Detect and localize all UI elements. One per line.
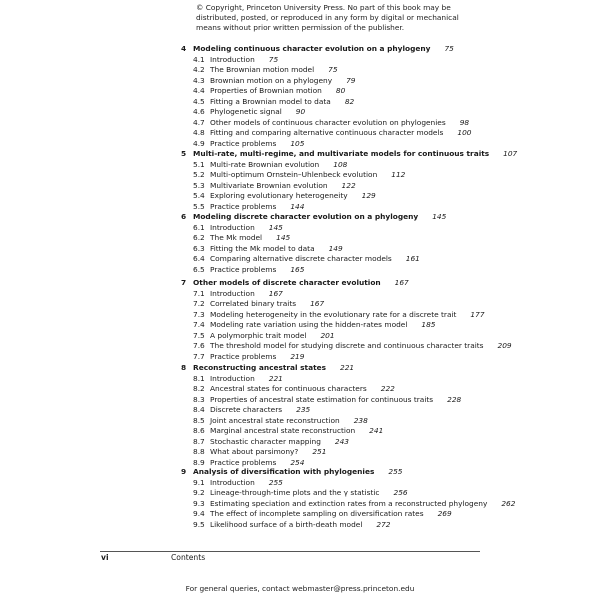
section-number: 5.5 (193, 201, 205, 211)
section-title (210, 509, 452, 519)
section-title-text: Introduction (210, 222, 255, 232)
section-title (210, 458, 304, 468)
section-page: 122 (341, 180, 356, 190)
section-page: 251 (312, 447, 327, 456)
section-title-text: Other models of continuous character evolution on phylogenies (210, 117, 446, 127)
section-title-text: Introduction (210, 373, 255, 383)
chapter-number: 7 (181, 278, 187, 287)
chapter-number: 6 (181, 212, 187, 221)
section-page: 167 (310, 299, 325, 308)
section-page: 161 (405, 254, 420, 263)
section-title (210, 289, 283, 299)
section-title-text: Practice problems (210, 138, 277, 148)
section-page: 145 (276, 233, 291, 242)
chapter-page: 75 (444, 44, 454, 53)
section-page: 262 (501, 498, 516, 508)
section-title-text: Properties of ancestral state estimation for continuous traits (210, 394, 434, 404)
section-title (210, 202, 304, 212)
section-number: 4.6 (193, 107, 205, 116)
section-number: 6.4 (193, 254, 205, 263)
footer-rule (100, 551, 480, 552)
section-title-text: Marginal ancestral state reconstruction (210, 426, 356, 435)
chapter-title (193, 363, 354, 373)
section-title (210, 254, 420, 264)
section-title-text: Fitting and comparing alternative continuous character models (210, 128, 444, 137)
section-number: 8.9 (193, 457, 205, 467)
section-title-text: Comparing alternative discrete character models (210, 254, 392, 263)
chapter-title (193, 467, 402, 477)
chapter-title (193, 44, 454, 54)
section-number: 4.9 (193, 138, 205, 148)
section-title (210, 65, 338, 75)
section-title-text: Properties of Brownian motion (210, 86, 322, 95)
copyright-line: means without prior written permission of the publisher. (196, 23, 405, 32)
chapter-title-text: Reconstructing ancestral states (193, 363, 327, 372)
section-title (210, 395, 461, 405)
section-title (210, 181, 356, 191)
section-page: 90 (295, 107, 306, 116)
section-number: 8.3 (193, 394, 205, 404)
section-title (210, 170, 405, 180)
section-number: 5.1 (193, 159, 205, 169)
section-number: 8.8 (193, 447, 205, 456)
section-title (210, 447, 326, 457)
section-title-text: Multivariate Brownian evolution (210, 180, 328, 190)
section-title-text: Joint ancestral state reconstruction (210, 415, 340, 425)
section-title (210, 310, 485, 320)
section-page: 144 (290, 201, 305, 211)
section-number: 9.3 (193, 498, 205, 508)
section-title (210, 374, 283, 384)
section-number: 7.6 (193, 341, 205, 350)
contact-line: For general queries, contact webmaster@press.princeton.edu (185, 584, 415, 593)
section-page: 100 (457, 128, 472, 137)
section-title-text: Practice problems (210, 264, 277, 274)
section-page: 221 (268, 373, 283, 383)
section-number: 4.7 (193, 117, 205, 127)
section-page: 256 (393, 488, 408, 497)
section-title-text: Discrete characters (210, 405, 283, 414)
section-page: 222 (380, 384, 395, 393)
section-number: 8.2 (193, 384, 205, 393)
copyright-notice (196, 3, 459, 33)
section-number: 7.5 (193, 330, 205, 340)
section-title-text: Correlated binary traits (210, 299, 297, 308)
section-page: 167 (268, 288, 283, 298)
section-title-text: Fitting a Brownian model to data (210, 96, 331, 106)
section-number: 9.4 (193, 509, 205, 518)
chapter-number: 9 (181, 467, 187, 476)
chapter-number: 5 (181, 149, 187, 158)
chapter-title-text: Modeling discrete character evolution on a phylogeny (193, 212, 419, 221)
section-page: 254 (290, 457, 305, 467)
section-title-text: Exploring evolutionary heterogeneity (210, 191, 348, 200)
section-page: 235 (296, 405, 311, 414)
section-title (210, 299, 324, 309)
section-number: 4.2 (193, 65, 205, 74)
section-title (210, 139, 304, 149)
chapter-title (193, 278, 409, 288)
section-title-text: Practice problems (210, 201, 277, 211)
section-title-text: Likelihood surface of a birth-death model (210, 519, 363, 529)
section-number: 8.4 (193, 405, 205, 414)
section-title (210, 76, 356, 86)
section-title-text: Multi-optimum Ornstein–Uhlenbeck evolution (210, 170, 378, 179)
section-page: 238 (353, 415, 368, 425)
section-title-text: Brownian motion on a phylogeny (210, 75, 333, 85)
chapter-page: 221 (340, 363, 355, 372)
section-number: 5.3 (193, 180, 205, 190)
section-title (210, 86, 345, 96)
section-title-text: Introduction (210, 477, 255, 487)
section-page: 272 (376, 519, 391, 529)
section-page: 177 (470, 309, 485, 319)
section-number: 8.1 (193, 373, 205, 383)
section-title (210, 191, 376, 201)
section-page: 255 (268, 477, 283, 487)
section-title-text: Introduction (210, 54, 255, 64)
section-title (210, 118, 469, 128)
section-number: 7.1 (193, 288, 205, 298)
section-title (210, 233, 290, 243)
section-title (210, 405, 310, 415)
section-page: 228 (447, 394, 462, 404)
section-page: 105 (290, 138, 305, 148)
section-title (210, 160, 347, 170)
chapter-title-text: Other models of discrete character evolution (193, 278, 381, 287)
section-title-text: Stochastic character mapping (210, 436, 321, 446)
chapter-page: 167 (394, 278, 409, 287)
section-title-text: Practice problems (210, 351, 277, 361)
section-page: 269 (437, 509, 452, 518)
chapter-page: 145 (432, 212, 447, 221)
chapter-title (193, 212, 446, 222)
section-number: 7.7 (193, 351, 205, 361)
section-title (210, 352, 304, 362)
section-title (210, 320, 436, 330)
section-page: 129 (361, 191, 376, 200)
section-number: 8.6 (193, 426, 205, 435)
section-title-text: A polymorphic trait model (210, 330, 307, 340)
section-title (210, 437, 349, 447)
copyright-line: © Copyright, Princeton University Press. No part of this book may be (196, 3, 451, 12)
section-title-text: Modeling heterogeneity in the evolutionary rate for a discrete trait (210, 309, 457, 319)
section-page: 80 (335, 86, 346, 95)
section-title (210, 478, 283, 488)
section-page: 219 (290, 351, 305, 361)
section-number: 7.2 (193, 299, 205, 308)
section-number: 4.3 (193, 75, 205, 85)
section-page: 75 (328, 65, 338, 74)
section-title (210, 244, 343, 254)
section-number: 5.2 (193, 170, 205, 179)
chapter-number: 8 (181, 363, 187, 372)
section-number: 7.3 (193, 309, 205, 319)
chapter-number: 4 (181, 44, 187, 53)
section-page: 75 (268, 54, 279, 64)
section-title-text: Practice problems (210, 457, 277, 467)
chapter-page: 107 (503, 149, 518, 158)
section-page: 145 (268, 222, 283, 232)
section-number: 6.5 (193, 264, 205, 274)
section-title (210, 499, 515, 509)
section-page: 241 (369, 426, 384, 435)
section-title-text: Multi-rate Brownian evolution (210, 159, 320, 169)
section-number: 9.1 (193, 477, 205, 487)
section-title-text: Fitting the Mk model to data (210, 243, 315, 253)
chapter-title (193, 149, 517, 159)
section-title (210, 384, 395, 394)
section-number: 4.4 (193, 86, 205, 95)
section-number: 8.7 (193, 436, 205, 446)
copyright-line: distributed, posted, or reproduced in any form by digital or mechanical (196, 13, 459, 22)
section-title (210, 488, 408, 498)
section-title (210, 97, 354, 107)
section-page: 79 (346, 75, 356, 85)
section-page: 82 (344, 96, 355, 106)
section-title (210, 55, 278, 65)
section-number: 8.5 (193, 415, 205, 425)
chapter-title-text: Multi-rate, multi-regime, and multivariate models for continuous traits (193, 149, 490, 158)
section-page: 112 (391, 170, 406, 179)
section-number: 4.5 (193, 96, 205, 106)
section-title-text: Estimating speciation and extinction rates from a reconstructed phylogeny (210, 498, 488, 508)
section-title-text: The effect of incomplete sampling on diversification rates (210, 509, 424, 518)
section-title (210, 416, 368, 426)
section-page: 108 (333, 159, 348, 169)
section-number: 7.4 (193, 320, 205, 329)
footer-running-head: Contents (171, 553, 206, 562)
section-title-text: What about parsimony? (210, 447, 299, 456)
section-number: 6.2 (193, 233, 205, 242)
footer-page-number: vi (101, 553, 109, 562)
section-title (210, 107, 305, 117)
chapter-title-text: Analysis of diversification with phylogenies (193, 467, 375, 476)
section-page: 185 (421, 320, 436, 329)
section-number: 4.1 (193, 54, 205, 64)
section-title-text: Phylogenetic signal (210, 107, 282, 116)
section-title (210, 223, 283, 233)
section-title (210, 265, 304, 275)
section-title-text: The Mk model (210, 233, 263, 242)
section-page: 243 (334, 436, 349, 446)
section-page: 209 (497, 341, 512, 350)
section-number: 9.2 (193, 488, 205, 497)
section-page: 201 (320, 330, 335, 340)
section-title-text: Lineage-through-time plots and the γ statistic (210, 488, 380, 497)
section-title-text: Ancestral states for continuous characters (210, 384, 367, 393)
section-page: 149 (328, 243, 343, 253)
section-number: 4.8 (193, 128, 205, 137)
section-number: 9.5 (193, 519, 205, 529)
section-page: 165 (290, 264, 305, 274)
section-number: 6.1 (193, 222, 205, 232)
section-title-text: The threshold model for studying discrete and continuous character traits (210, 341, 484, 350)
section-title (210, 426, 383, 436)
section-number: 5.4 (193, 191, 205, 200)
section-number: 6.3 (193, 243, 205, 253)
chapter-page: 255 (388, 467, 403, 476)
section-title-text: Modeling rate variation using the hidden-rates model (210, 320, 408, 329)
section-title (210, 331, 335, 341)
section-title-text: The Brownian motion model (210, 65, 315, 74)
section-title (210, 341, 512, 351)
chapter-title-text: Modeling continuous character evolution on a phylogeny (193, 44, 431, 53)
section-page: 98 (459, 117, 470, 127)
section-title (210, 520, 390, 530)
section-title (210, 128, 472, 138)
section-title-text: Introduction (210, 288, 255, 298)
